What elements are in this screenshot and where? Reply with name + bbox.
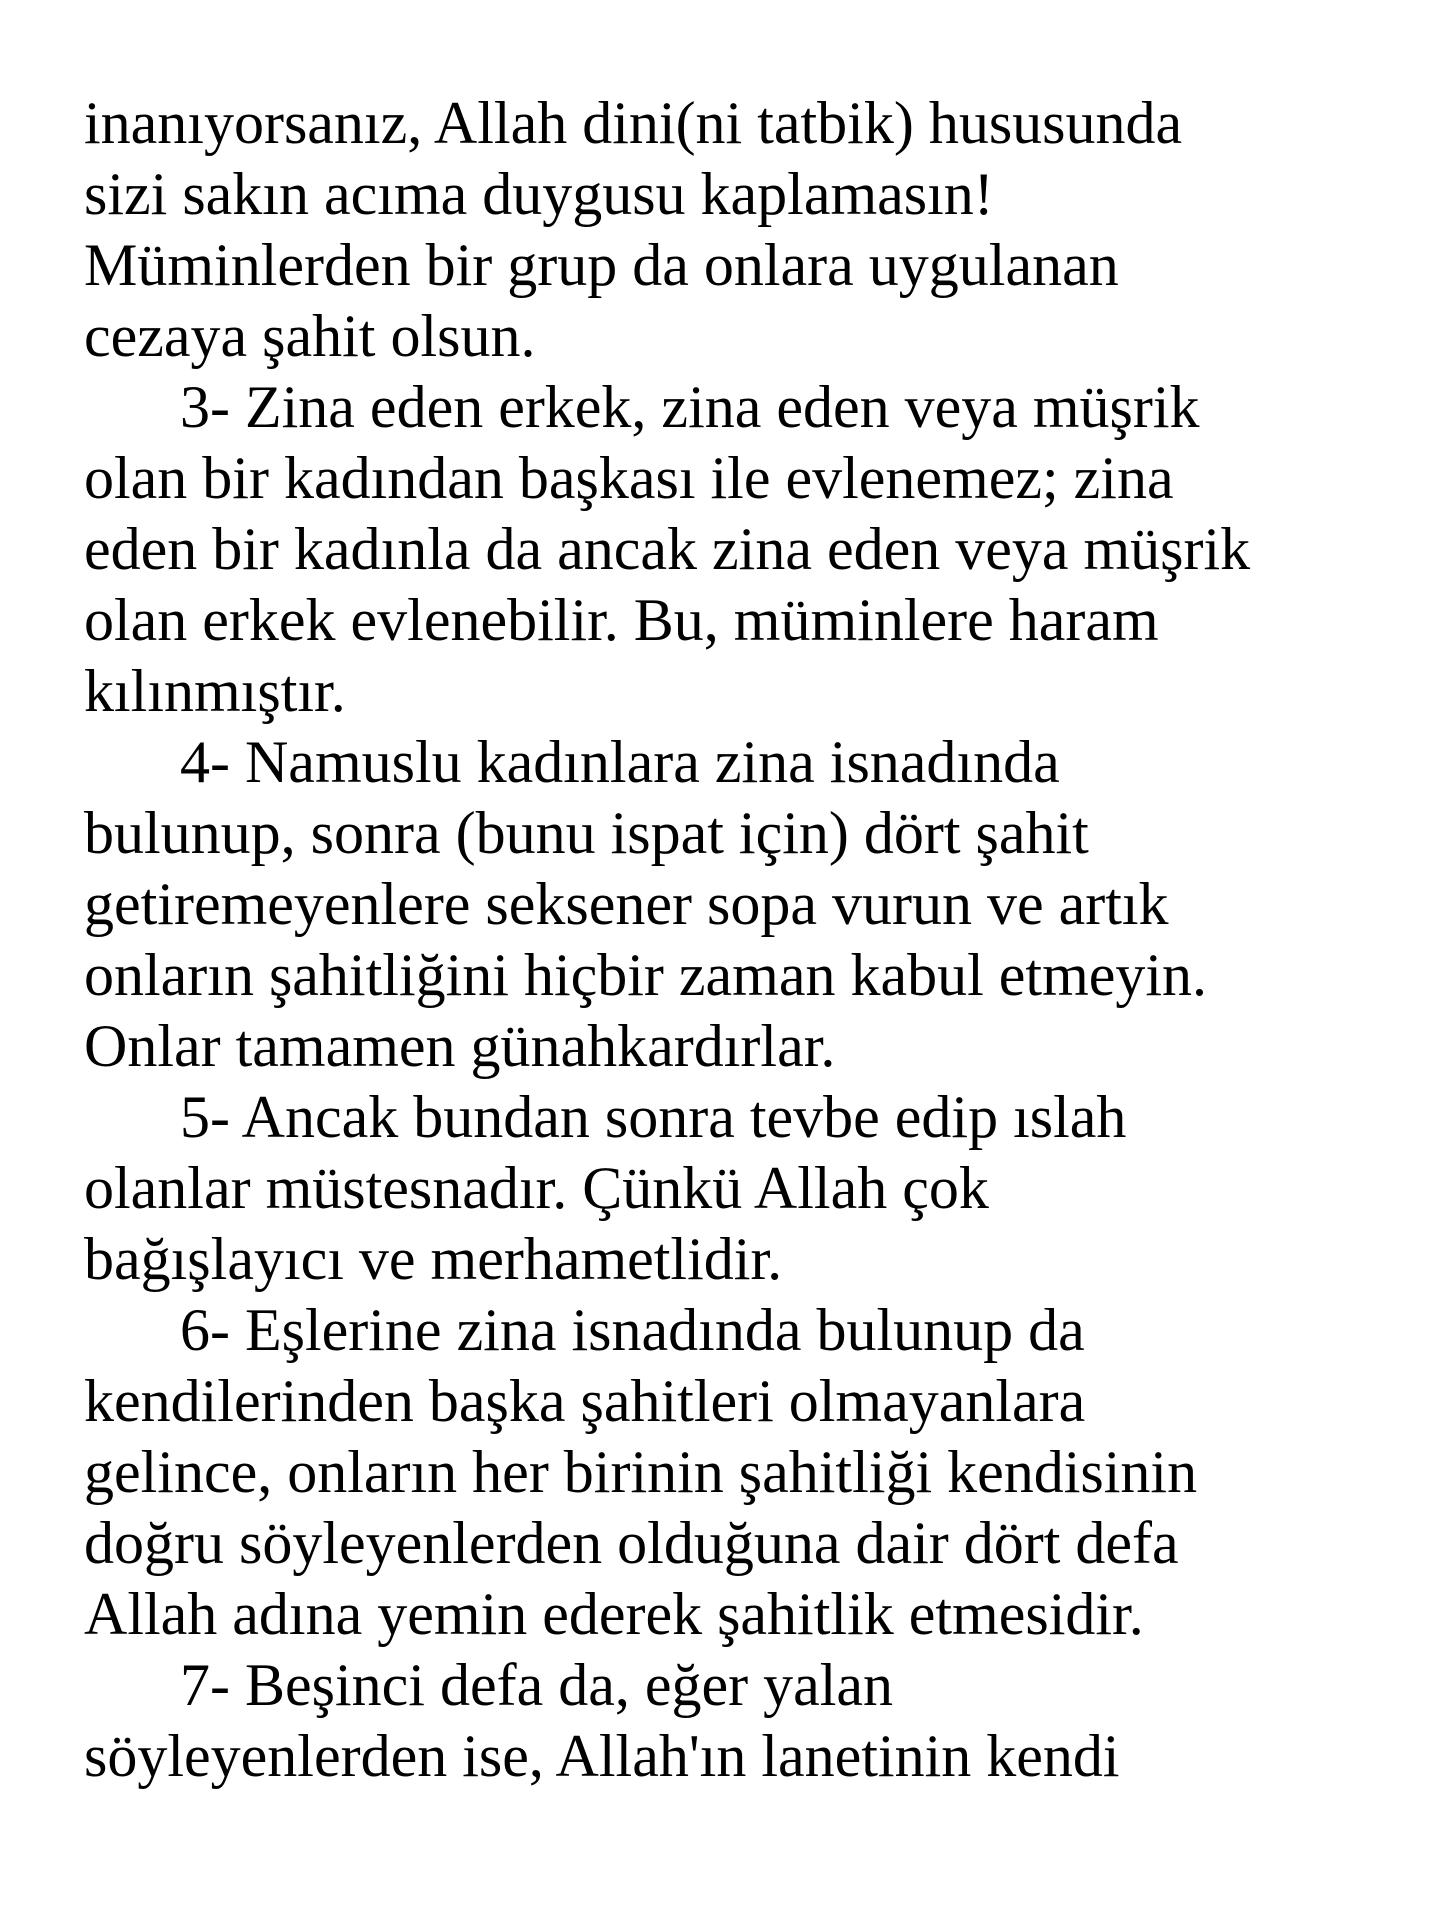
text-line: doğru söyleyenlerden olduğuna dair dört defa [84,1510,1179,1576]
text-line: eden bir kadınla da ancak zina eden veya müşrik [84,516,1251,582]
verse-3-start: 3- Zina eden erkek, zina eden veya müşrik [180,374,1200,440]
verse-5-start: 5- Ancak bundan sonra tevbe edip ıslah [180,1084,1127,1150]
text-line: getiremeyenlere seksener sopa vurun ve artık [84,871,1169,937]
verse-4-start: 4- Namuslu kadınlara zina isnadında [180,729,1060,795]
text-line: kendilerinden başka şahitleri olmayanlara [84,1368,1086,1434]
verse-6-start: 6- Eşlerine zina isnadında bulunup da [180,1297,1085,1363]
text-line: bulunup, sonra (bunu ispat için) dört şahit [84,800,1089,866]
text-line: olanlar müstesnadır. Çünkü Allah çok [84,1155,989,1221]
text-line: gelince, onların her birinin şahitliği kendisinin [84,1439,1198,1505]
verse-7-start: 7- Beşinci defa da, eğer yalan [180,1652,893,1718]
text-line: Allah adına yemin ederek şahitlik etmesidir. [84,1581,1144,1647]
text-line: cezaya şahit olsun. [84,303,536,369]
text-line: kılınmıştır. [84,658,346,724]
text-line: Onlar tamamen günahkardırlar. [84,1013,836,1079]
text-line: bağışlayıcı ve merhametlidir. [84,1226,783,1292]
text-line: sizi sakın acıma duygusu kaplamasın! [84,161,994,227]
text-line: olan erkek evlenebilir. Bu, müminlere haram [84,587,1159,653]
body-text [84,88,1404,1792]
text-line: inanıyorsanız, Allah dini(ni tatbik) hususunda [84,90,1183,156]
text-line: olan bir kadından başkası ile evlenemez; zina [84,445,1174,511]
text-line: Müminlerden bir grup da onlara uygulanan [84,232,1119,298]
text-line: onların şahitliğini hiçbir zaman kabul etmeyin. [84,942,1208,1008]
text-line: söyleyenlerden ise, Allah'ın lanetinin kendi [84,1723,1120,1789]
